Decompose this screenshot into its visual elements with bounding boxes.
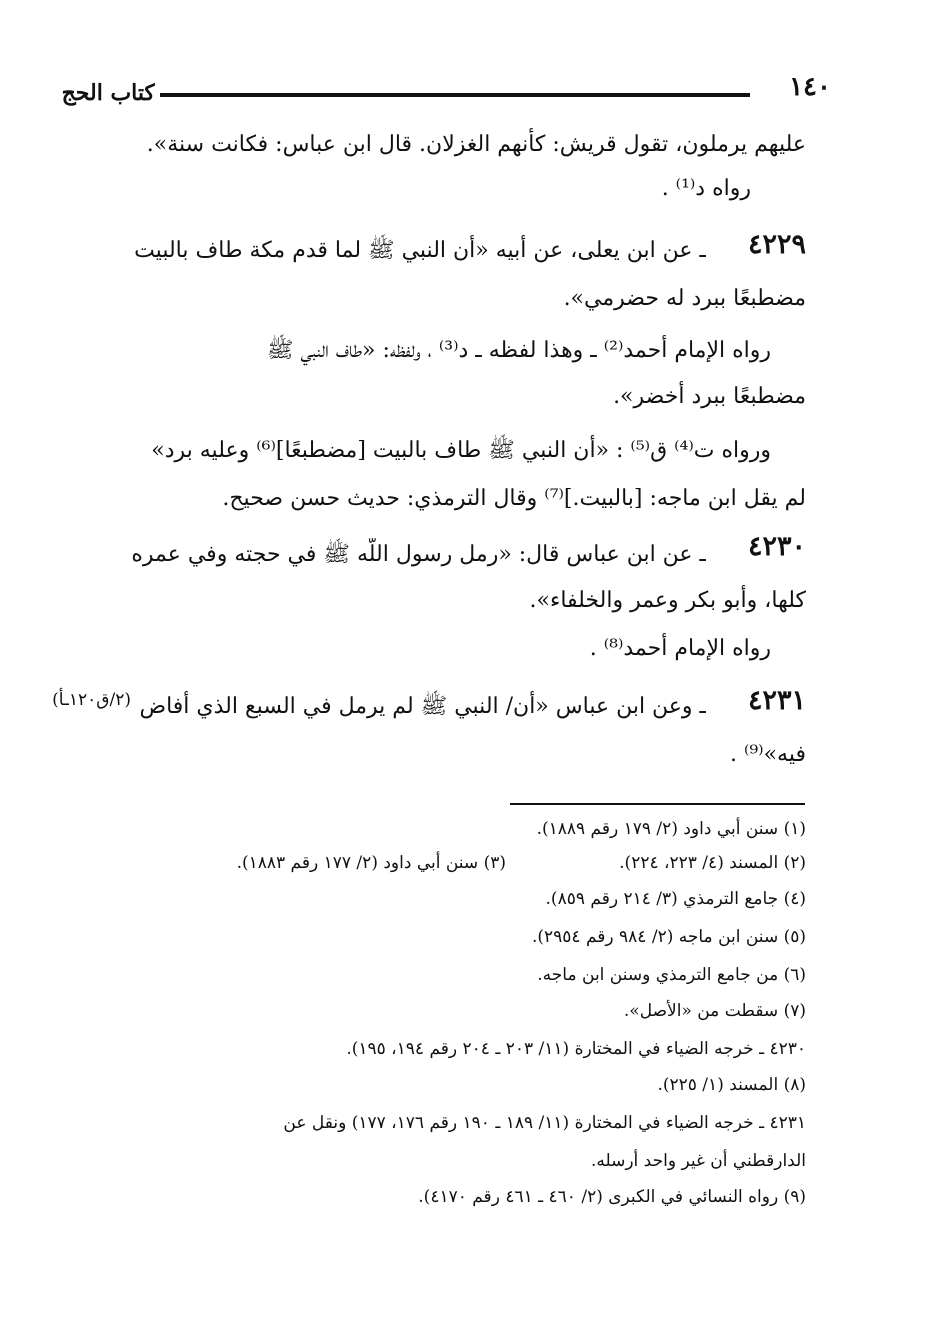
margin-folio-note: (٢/ق١٢٠ـأ): [52, 690, 131, 710]
text-line: رواه الإمام أحمد⁽²⁾ ـ وهذا لفظه ـ د⁽³⁾ ، ولفظه: «طاف النبي ﷺ: [266, 338, 771, 363]
footnote: ٤٢٣١ ـ خرجه الضياء في المختارة (١١/ ١٨٩ ـ ١٩٠ رقم ١٧٦، ١٧٧) ونقل عن: [283, 1113, 806, 1133]
footnote-rule: [510, 803, 805, 805]
text-line: رواه د⁽¹⁾ .: [661, 176, 751, 201]
header-rule: [160, 93, 750, 97]
footnote: (٦) من جامع الترمذي وسنن ابن ماجه.: [537, 965, 806, 985]
text-line: رواه الإمام أحمد⁽⁸⁾ .: [589, 636, 771, 661]
text-line: عليهم يرملون، تقول قريش: كأنهم الغزلان. قال ابن عباس: فكانت سنة».: [146, 132, 806, 157]
text-line: لم يقل ابن ماجه: [بالبيت.]⁽⁷⁾ وقال الترمذي: حديث حسن صحيح.: [222, 486, 806, 511]
footnote: الدارقطني أن غير واحد أرسله.: [590, 1151, 806, 1171]
hadith-number: ٤٢٣١: [747, 685, 806, 716]
text-line: فيه»⁽⁹⁾ .: [729, 742, 806, 767]
footnote: (٣) سنن أبي داود (٢/ ١٧٧ رقم ١٨٨٣).: [236, 853, 506, 873]
footnote: (٤) جامع الترمذي (٣/ ٢١٤ رقم ٨٥٩).: [545, 889, 806, 909]
text-line: ـ عن ابن يعلى، عن أبيه «أن النبي ﷺ لما قدم مكة طاف بالبيت: [134, 238, 706, 263]
text-line: مضطبعًا ببرد له حضرمي».: [563, 286, 806, 311]
book-title: كتاب الحج: [61, 80, 155, 106]
footnote: (١) سنن أبي داود (٢/ ١٧٩ رقم ١٨٨٩).: [536, 819, 806, 839]
text-line: ـ وعن ابن عباس «أن/ النبي ﷺ لم يرمل في السبع الذي أفاض: [139, 694, 706, 719]
text-line: ـ عن ابن عباس قال: «رمل رسول اللّه ﷺ في حجته وفي عمره: [131, 542, 706, 567]
text-line: كلها، وأبو بكر وعمر والخلفاء».: [529, 588, 806, 613]
footnote: (٢) المسند (٤/ ٢٢٣، ٢٢٤).: [619, 853, 806, 873]
footnote: (٧) سقطت من «الأصل».: [623, 1001, 806, 1021]
text-line: مضطبعًا ببرد أخضر».: [613, 384, 806, 409]
footnote: (٥) سنن ابن ماجه (٢/ ٩٨٤ رقم ٢٩٥٤).: [531, 927, 806, 947]
footnote: ٤٢٣٠ ـ خرجه الضياء في المختارة (١١/ ٢٠٣ ـ ٢٠٤ رقم ١٩٤، ١٩٥).: [346, 1039, 806, 1059]
page-number: ١٤٠: [789, 72, 831, 102]
footnote: (٨) المسند (١/ ٢٢٥).: [657, 1075, 806, 1095]
hadith-number: ٤٢٣٠: [747, 531, 806, 562]
text-line: ورواه ت⁽⁴⁾ ق⁽⁵⁾ : «أن النبي ﷺ طاف بالبيت [مضطبعًا]⁽⁶⁾ وعليه برد»: [151, 438, 771, 463]
footnote: (٩) رواه النسائي في الكبرى (٢/ ٤٦٠ ـ ٤٦١ رقم ٤١٧٠).: [418, 1187, 806, 1207]
hadith-number: ٤٢٢٩: [747, 229, 806, 260]
